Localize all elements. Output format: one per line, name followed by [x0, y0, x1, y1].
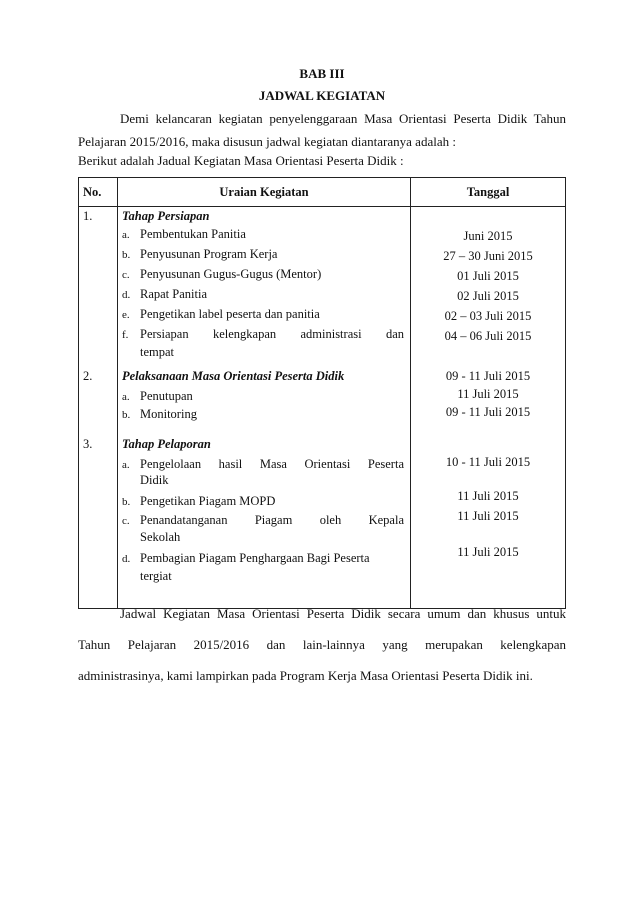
- date-value: 04 – 06 Juli 2015: [444, 329, 532, 343]
- date-value: 01 Juli 2015: [457, 269, 519, 283]
- header-no: No.: [79, 178, 118, 207]
- header-tanggal: Tanggal: [411, 178, 566, 207]
- list-item-continuation: Didik: [140, 473, 169, 487]
- list-item-continuation: tempat: [140, 345, 175, 359]
- list-item: f. Persiapan kelengkapan administrasi dan: [122, 327, 404, 341]
- chapter-heading: BAB III: [299, 66, 345, 81]
- list-item: b. Monitoring: [122, 407, 197, 421]
- list-item: b. Penyusunan Program Kerja: [122, 247, 278, 261]
- section-title: Pelaksanaan Masa Orientasi Peserta Didik: [122, 369, 345, 383]
- date-value: 11 Juli 2015: [457, 509, 519, 523]
- schedule-table: [78, 177, 566, 609]
- section-title: Tahap Pelaporan: [122, 437, 211, 451]
- section-number: 2.: [83, 369, 93, 383]
- intro-line-1: Demi kelancaran kegiatan penyelenggaraan Masa Orientasi Peserta Didik Tahun: [120, 111, 566, 126]
- list-item-continuation: Sekolah: [140, 530, 181, 544]
- column-no: [79, 207, 118, 609]
- section-title: Tahap Persiapan: [122, 209, 210, 223]
- date-value: 02 – 03 Juli 2015: [444, 309, 532, 323]
- date-value: 11 Juli 2015: [457, 545, 519, 559]
- list-item: c. Penandatanganan Piagam oleh Kepala: [122, 513, 404, 527]
- intro-line-2: Pelajaran 2015/2016, maka disusun jadwal kegiatan diantaranya adalah :: [78, 134, 456, 149]
- date-value: 09 - 11 Juli 2015: [445, 405, 531, 419]
- section-number: 1.: [83, 209, 93, 223]
- list-item: d. Rapat Panitia: [122, 287, 207, 301]
- date-value: 27 – 30 Juni 2015: [443, 249, 533, 263]
- closing-line-2: Tahun Pelajaran 2015/2016 dan lain-lainnya yang merupakan kelengkapan: [78, 637, 566, 652]
- list-item: a. Pembentukan Panitia: [122, 227, 246, 241]
- header-uraian: Uraian Kegiatan: [118, 178, 411, 207]
- date-value: 10 - 11 Juli 2015: [445, 455, 531, 469]
- date-value: 02 Juli 2015: [457, 289, 519, 303]
- list-item-continuation: tergiat: [140, 569, 172, 583]
- section-number: 3.: [83, 437, 93, 451]
- closing-line-3: administrasinya, kami lampirkan pada Program Kerja Masa Orientasi Peserta Didik ini.: [78, 668, 533, 683]
- list-item: a. Pengelolaan hasil Masa Orientasi Peserta: [122, 457, 404, 471]
- table-header-row: [79, 178, 566, 207]
- date-value: 11 Juli 2015: [457, 489, 519, 503]
- list-item: c. Penyusunan Gugus-Gugus (Mentor): [122, 267, 322, 281]
- closing-line-1: Jadwal Kegiatan Masa Orientasi Peserta Didik secara umum dan khusus untuk: [120, 606, 566, 621]
- list-item: a. Penutupan: [122, 389, 193, 403]
- date-value: 09 - 11 Juli 2015: [445, 369, 531, 383]
- intro-paragraph: [78, 107, 566, 153]
- list-item: e. Pengetikan label peserta dan panitia: [122, 307, 320, 321]
- closing-paragraph: [78, 598, 566, 691]
- intro-line-3: Berikut adalah Jadual Kegiatan Masa Orientasi Peserta Didik :: [78, 153, 404, 168]
- list-item: b. Pengetikan Piagam MOPD: [122, 494, 276, 508]
- section-title: JADWAL KEGIATAN: [258, 88, 386, 103]
- table-body-row: [79, 207, 566, 609]
- date-value: 11 Juli 2015: [457, 387, 519, 401]
- column-tanggal: [411, 207, 566, 609]
- list-item: d. Pembagian Piagam Penghargaan Bagi Peserta: [122, 551, 370, 565]
- column-uraian: [118, 207, 411, 609]
- date-value: Juni 2015: [463, 229, 513, 243]
